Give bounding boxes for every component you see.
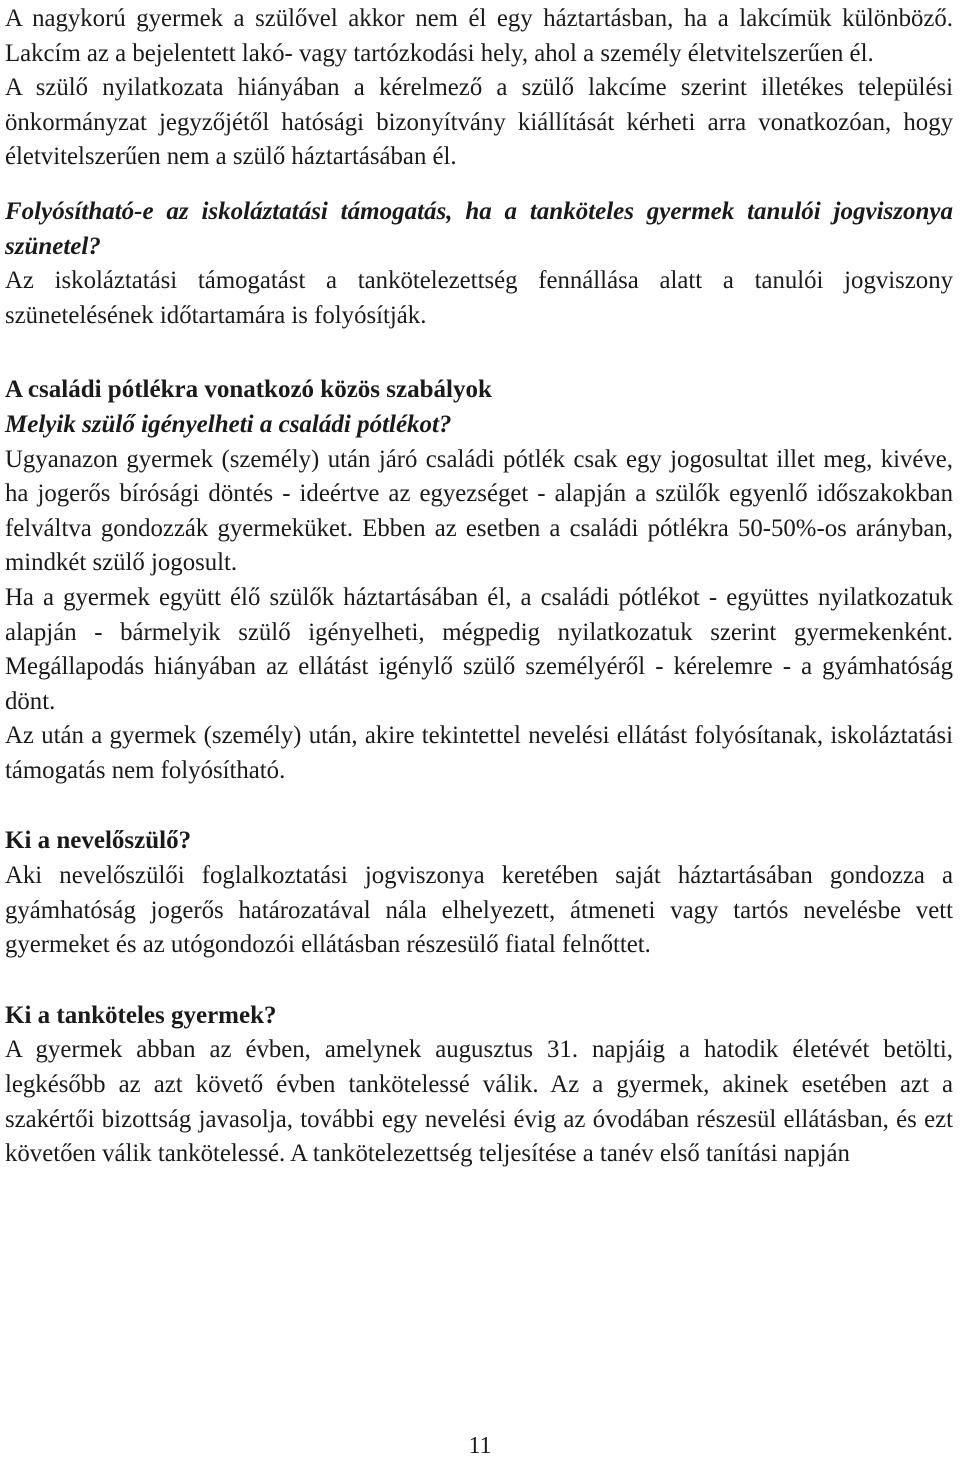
paragraph-tankoteles-answer: A gyermek abban az évben, amelynek augusztus 31. napjáig a hatodik életévét betölti, legkésőbb az azt követő évben tankötelessé válik. Az a gyermek, akinek esetében azt a szakértői bizottság javasolja, további egy nevelési évig az óvodában részesül ellátásban, és ezt követően válik tankötelessé. A tankötelezettség teljesítése a tanév első tanítási napján bbox=[5, 1036, 953, 1168]
question-heading-tankoteles: Ki a tanköteles gyermek? bbox=[5, 1001, 277, 1029]
paragraph-neveles-ellatas: Az után a gyermek (személy) után, akire tekintettel nevelési ellátást folyósítanak, iskoláztatási támogatás nem folyósítható. bbox=[5, 722, 953, 784]
question-heading-melyik-szulo: Melyik szülő igényelheti a családi pótlékot? bbox=[5, 410, 452, 438]
page-number: 11 bbox=[468, 1433, 492, 1459]
paragraph-lakcim: A nagykorú gyermek a szülővel akkor nem él egy háztartásban, ha a lakcímük különböző. Lakcím az a bejelentett lakó- vagy tartózkodási hely, ahol a személy életvitelszerűen él. bbox=[5, 5, 953, 67]
section-heading-kozos-szabalyok: A családi pótlékra vonatkozó közös szabályok bbox=[5, 376, 492, 404]
document-page bbox=[5, 0, 953, 1172]
paragraph-egy-jogosult: Ugyanazon gyermek (személy) után járó családi pótlék csak egy jogosultat illet meg, kivéve, ha jogerős bírósági döntés - ideértve az egyezséget - alapján a szülők egyenlő időszakokban felváltva gondozzák gyermeküket. Ebben az esetben a családi pótlékra 50-50%-os arányban, mindkét szülő jogosult. bbox=[5, 445, 953, 577]
question-heading-szunetel: Folyósítható-e az iskoláztatási támogatás, ha a tanköteles gyermek tanulói jogviszonya szünetel? bbox=[5, 197, 953, 260]
paragraph-nevelőszulo-answer: Aki nevelőszülői foglalkoztatási jogviszonya keretében saját háztartásában gondozza a gyámhatóság jogerős határozatával nála elhelyezett, átmeneti vagy tartós nevelésbe vett gyermeket és az utógondozói ellátásban részesülő fiatal felnőttet. bbox=[5, 862, 953, 959]
paragraph-egyutt-elo-szulok: Ha a gyermek együtt élő szülők háztartásában él, a családi pótlékot - együttes nyilatkozatuk alapján - bármelyik szülő igényelheti, mégpedig nyilatkozatuk szerint gyermekenként. Megállapodás hiányában az ellátást igénylő szülő személyéről - kérelemre - a gyámhatóság dönt. bbox=[5, 583, 953, 715]
question-heading-nevelőszulo: Ki a nevelőszülő? bbox=[5, 827, 192, 855]
paragraph-szunetel-answer: Az iskoláztatási támogatást a tankötelezettség fennállása alatt a tanulói jogviszony szünetelésének időtartamára is folyósítják. bbox=[5, 267, 953, 329]
paragraph-nyilatkozat: A szülő nyilatkozata hiányában a kérelmező a szülő lakcíme szerint illetékes települési önkormányzat jegyzőjétől hatósági bizonyítvány kiállítását kérheti arra vonatkozóan, hogy életvitelszerűen nem a szülő háztartásában él. bbox=[5, 74, 953, 171]
